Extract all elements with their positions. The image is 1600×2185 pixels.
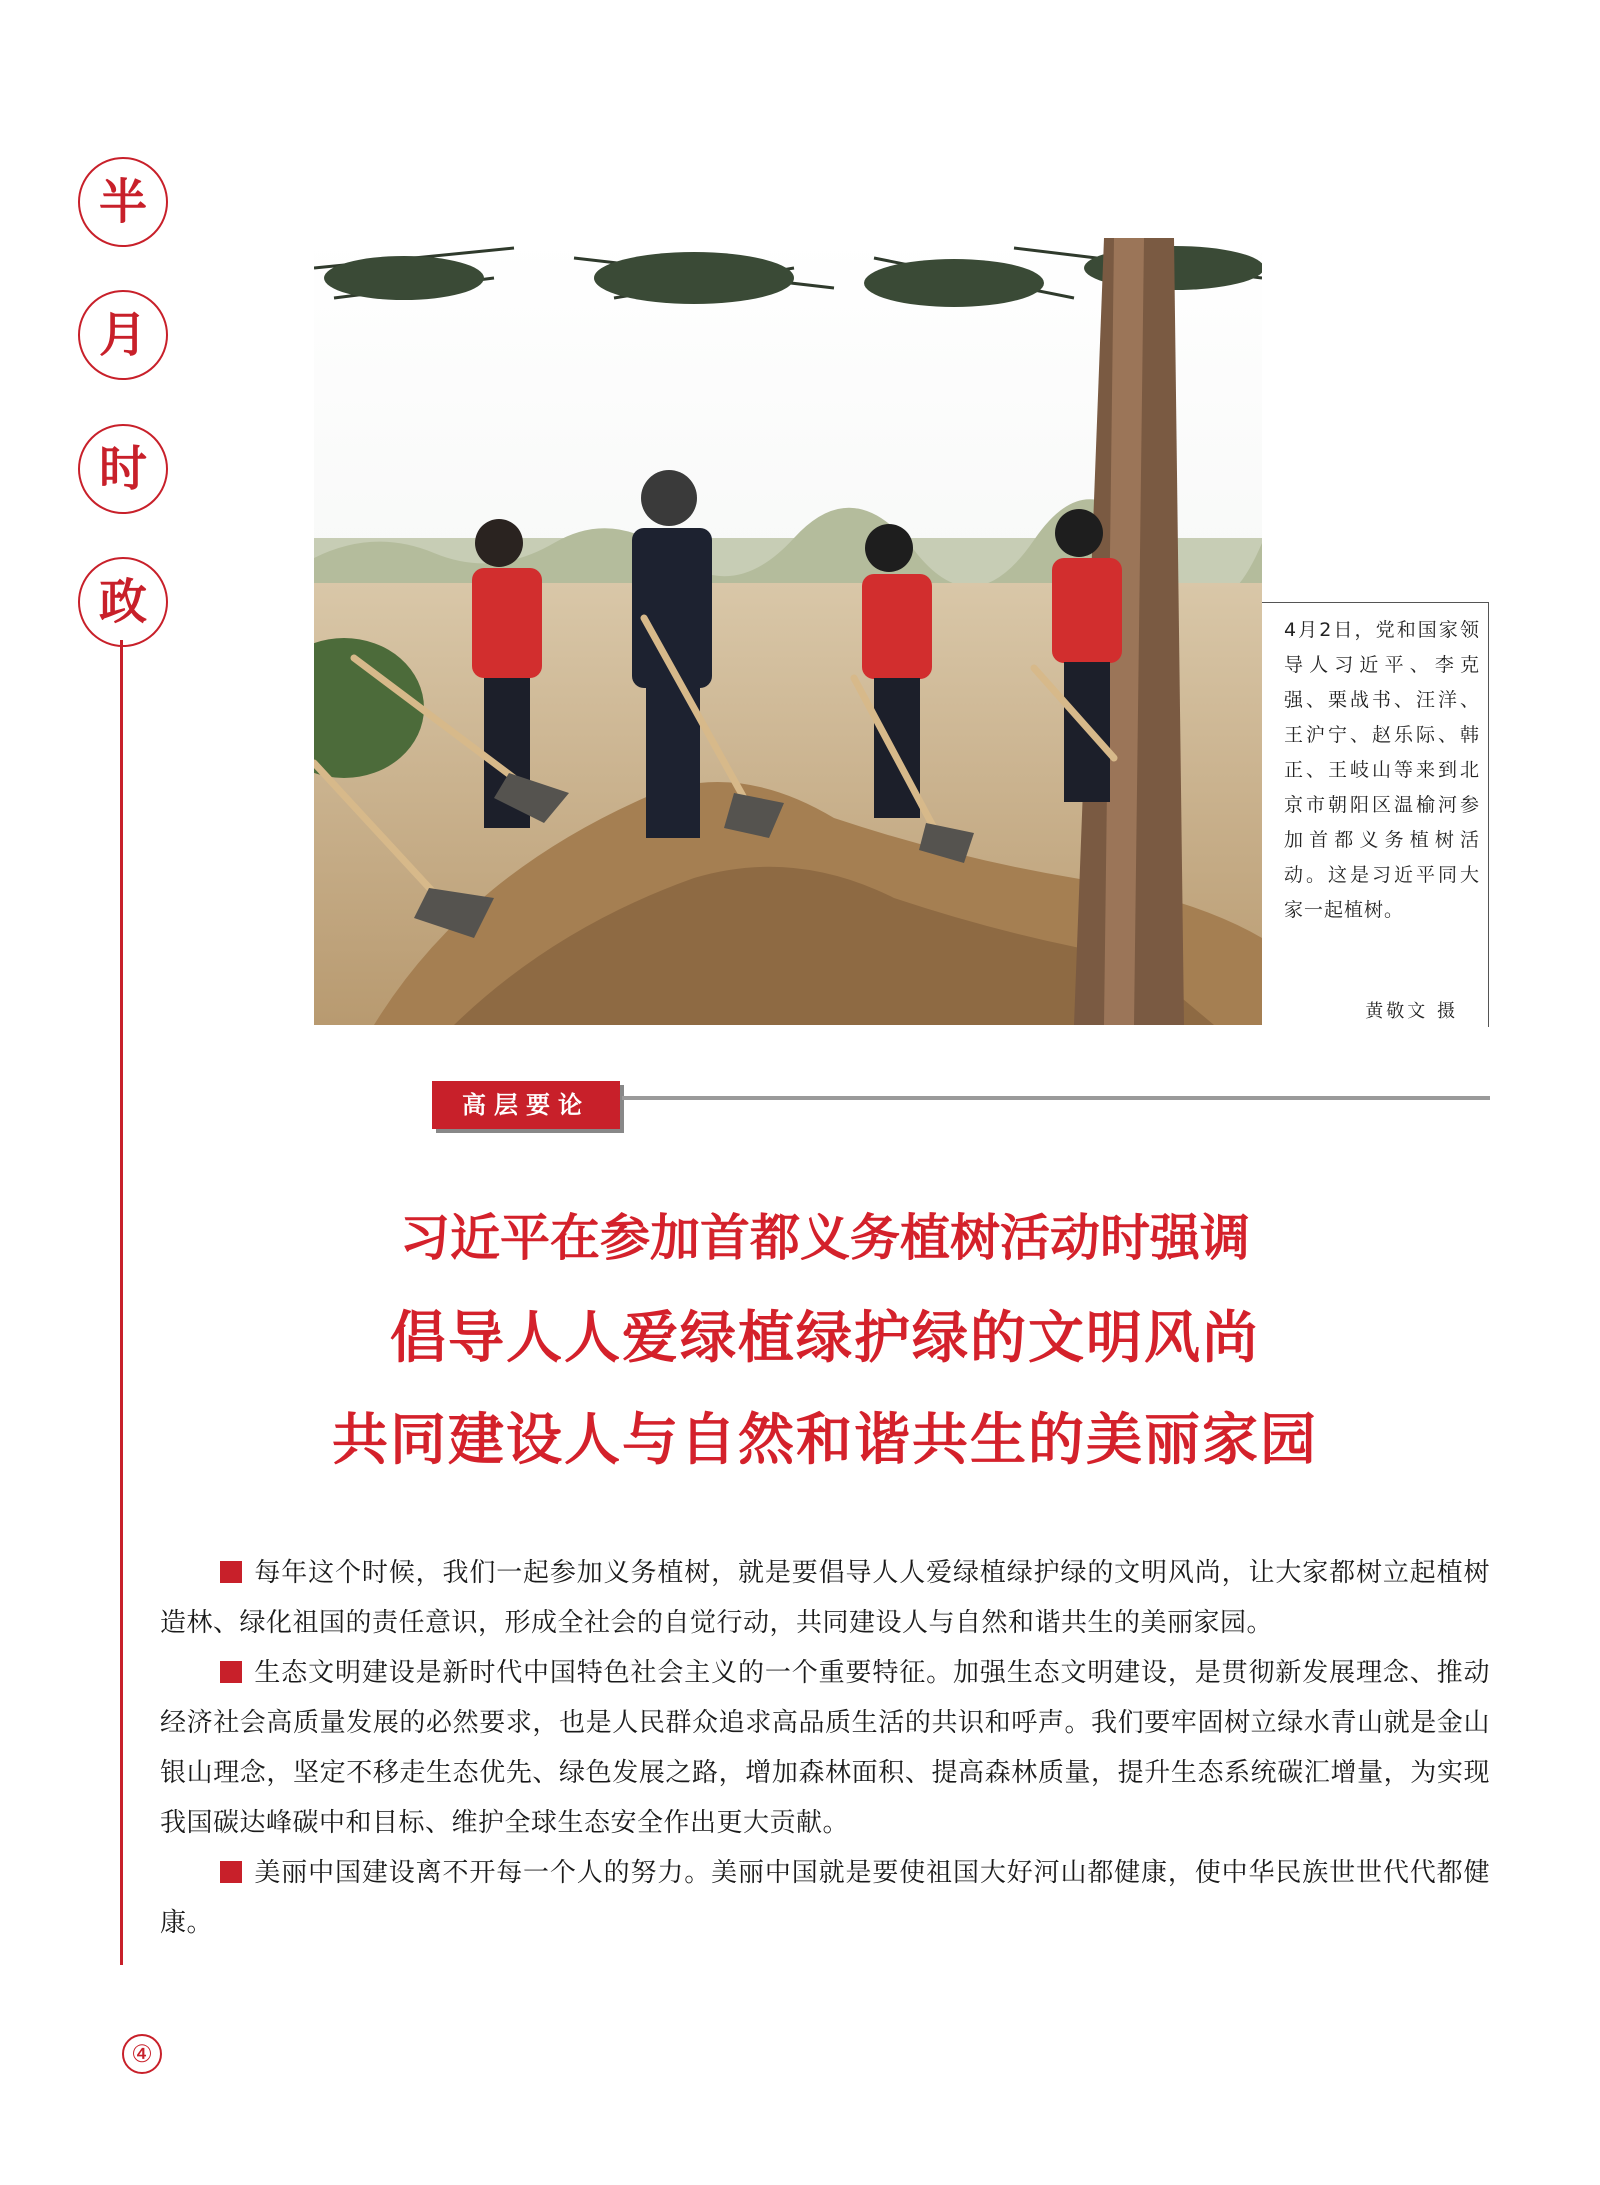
- column-title-char-2: 月: [78, 290, 168, 380]
- square-bullet-icon: [220, 1861, 242, 1883]
- paragraph-text: 每年这个时候，我们一起参加义务植树，就是要倡导人人爱绿植绿护绿的文明风尚，让大家都树立起植树造林、绿化祖国的责任意识，形成全社会的自觉行动，共同建设人与自然和谐共生的美丽家园。: [160, 1558, 1490, 1638]
- column-title-char-1: 半: [78, 157, 168, 247]
- page-number: ④: [122, 2034, 162, 2074]
- article-body: [160, 1548, 1490, 1948]
- headline-line-3: 共同建设人与自然和谐共生的美丽家园: [332, 1408, 1318, 1473]
- tree-planting-photo: [314, 238, 1262, 1025]
- section-label: 高层要论: [432, 1081, 620, 1129]
- headline-line-2: 倡导人人爱绿植绿护绿的文明风尚: [390, 1306, 1260, 1371]
- headline-line-1: 习近平在参加首都义务植树活动时强调: [400, 1209, 1250, 1267]
- square-bullet-icon: [220, 1561, 242, 1583]
- side-divider-line: [120, 640, 123, 1965]
- photo-caption: 4月2日，党和国家领导人习近平、李克强、栗战书、汪洋、王沪宁、赵乐际、韩正、王岐山等来到北京市朝阳区温榆河参加首都义务植树活动。这是习近平同大家一起植树。: [1284, 619, 1480, 921]
- column-title-char-3: 时: [78, 424, 168, 514]
- article-paragraph: [160, 1648, 1490, 1848]
- paragraph-text: 美丽中国建设离不开每一个人的努力。美丽中国就是要使祖国大好河山都健康，使中华民族世世代代都健康。: [160, 1858, 1490, 1938]
- photo-credit: 黄敬文 摄: [1365, 1001, 1458, 1022]
- paragraph-text: 生态文明建设是新时代中国特色社会主义的一个重要特征。加强生态文明建设，是贯彻新发展理念、推动经济社会高质量发展的必然要求，也是人民群众追求高品质生活的共识和呼声。我们要牢固树立绿水青山就是金山银山理念，坚定不移走生态优先、绿色发展之路，增加森林面积、提高森林质量，提升生态系统碳汇增量，为实现我国碳达峰碳中和目标、维护全球生态安全作出更大贡献。: [160, 1658, 1490, 1838]
- article-paragraph: [160, 1848, 1490, 1948]
- article-paragraph: [160, 1548, 1490, 1648]
- photo-caption-box: [1262, 602, 1489, 1027]
- square-bullet-icon: [220, 1661, 242, 1683]
- section-divider: [622, 1096, 1490, 1100]
- side-column: [78, 0, 170, 2185]
- column-title-char-4: 政: [78, 557, 168, 647]
